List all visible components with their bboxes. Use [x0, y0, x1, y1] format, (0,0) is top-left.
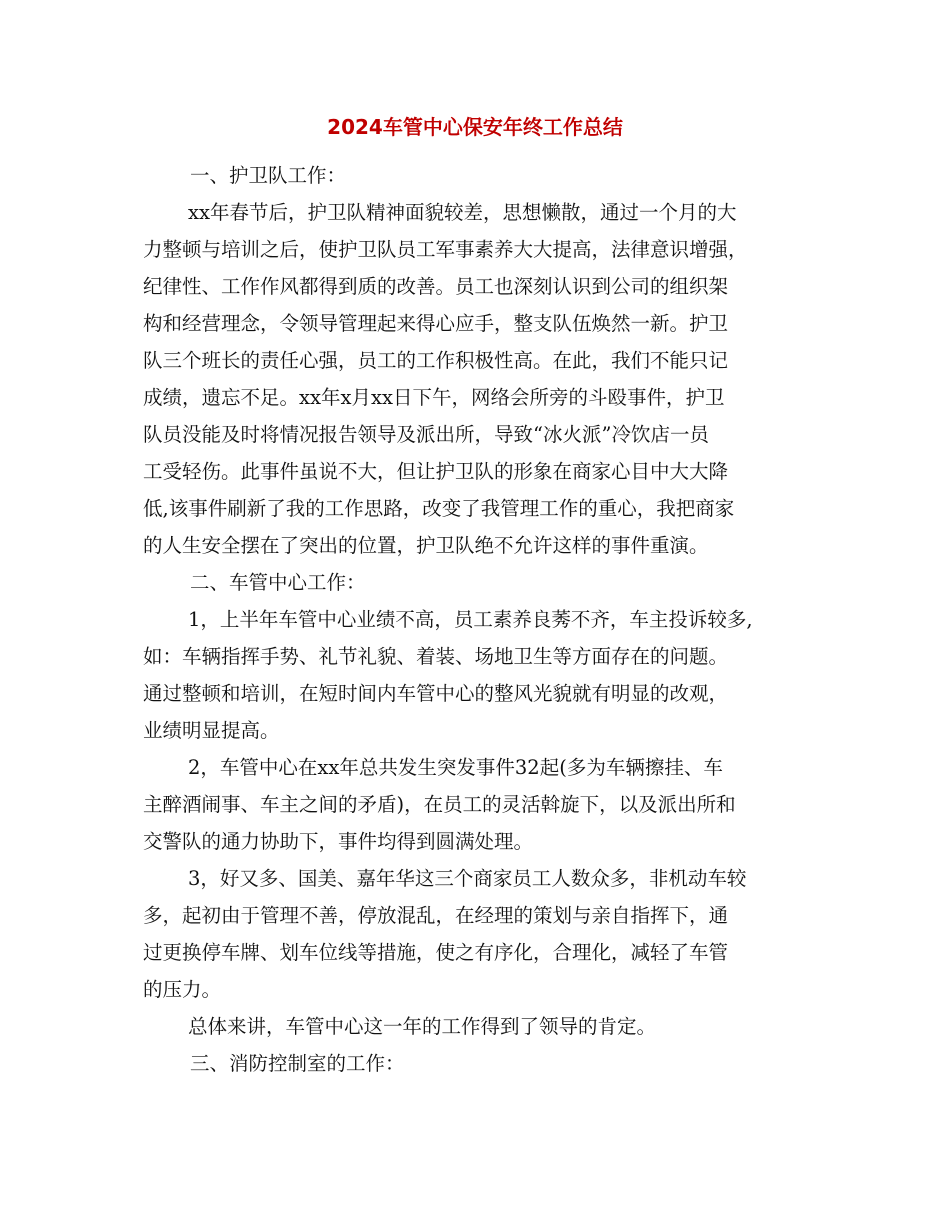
text-line: 工受轻伤。此事件虽说不大，但让护卫队的形象在商家心目中大大降	[143, 460, 729, 483]
text-line: 队员没能及时将情况报告领导及派出所，导致“冰火派”冷饮店一员	[143, 423, 709, 446]
text-line: xx年春节后，护卫队精神面貌较差，思想懒散，通过一个月的大	[188, 201, 737, 224]
text-line: 1，上半年车管中心业绩不高，员工素养良莠不齐，车主投诉较多,	[188, 608, 753, 631]
text-line: 业绩明显提高。	[143, 719, 280, 742]
text-line: 低,该事件刷新了我的工作思路，改变了我管理工作的重心，我把商家	[143, 497, 735, 520]
text-line: 的压力。	[143, 978, 222, 1001]
section-heading-3: 三、消防控制室的工作：	[190, 1052, 405, 1075]
text-line: 过更换停车牌、划车位线等措施，使之有序化，合理化，减轻了车管	[143, 941, 729, 964]
text-line: 2，车管中心在xx年总共发生突发事件32起(多为车辆擦挂、车	[188, 756, 723, 779]
text-line: 通过整顿和培训，在短时间内车管中心的整风光貌就有明显的改观，	[143, 682, 729, 705]
text-line: 如：车辆指挥手势、礼节礼貌、着装、场地卫生等方面存在的问题。	[143, 645, 729, 668]
document-title: 2024车管中心保安年终工作总结	[327, 115, 623, 139]
text-line: 多，起初由于管理不善，停放混乱，在经理的策划与亲自指挥下，通	[143, 904, 729, 927]
text-line: 纪律性、工作作风都得到质的改善。员工也深刻认识到公司的组织架	[143, 275, 729, 298]
text-line: 的人生安全摆在了突出的位置，护卫队绝不允许这样的事件重演。	[143, 534, 709, 557]
text-line: 交警队的通力协助下，事件均得到圆满处理。	[143, 830, 534, 853]
text-line: 主醉酒闹事、车主之间的矛盾)，在员工的灵活斡旋下，以及派出所和	[143, 793, 736, 816]
text-line: 成绩，遗忘不足。xx年x月xx日下午，网络会所旁的斗殴事件，护卫	[143, 386, 725, 409]
section-heading-2: 二、车管中心工作：	[190, 571, 366, 594]
text-line: 构和经营理念，令领导管理起来得心应手，整支队伍焕然一新。护卫	[143, 312, 729, 335]
text-line: 力整顿与培训之后，使护卫队员工军事素养大大提高，法律意识增强，	[143, 238, 748, 261]
text-line: 队三个班长的责任心强，员工的工作积极性高。在此，我们不能只记	[143, 349, 729, 372]
text-line: 总体来讲，车管中心这一年的工作得到了领导的肯定。	[188, 1015, 657, 1038]
section-heading-1: 一、护卫队工作：	[190, 164, 347, 187]
text-line: 3，好又多、国美、嘉年华这三个商家员工人数众多，非机动车较	[188, 867, 747, 890]
